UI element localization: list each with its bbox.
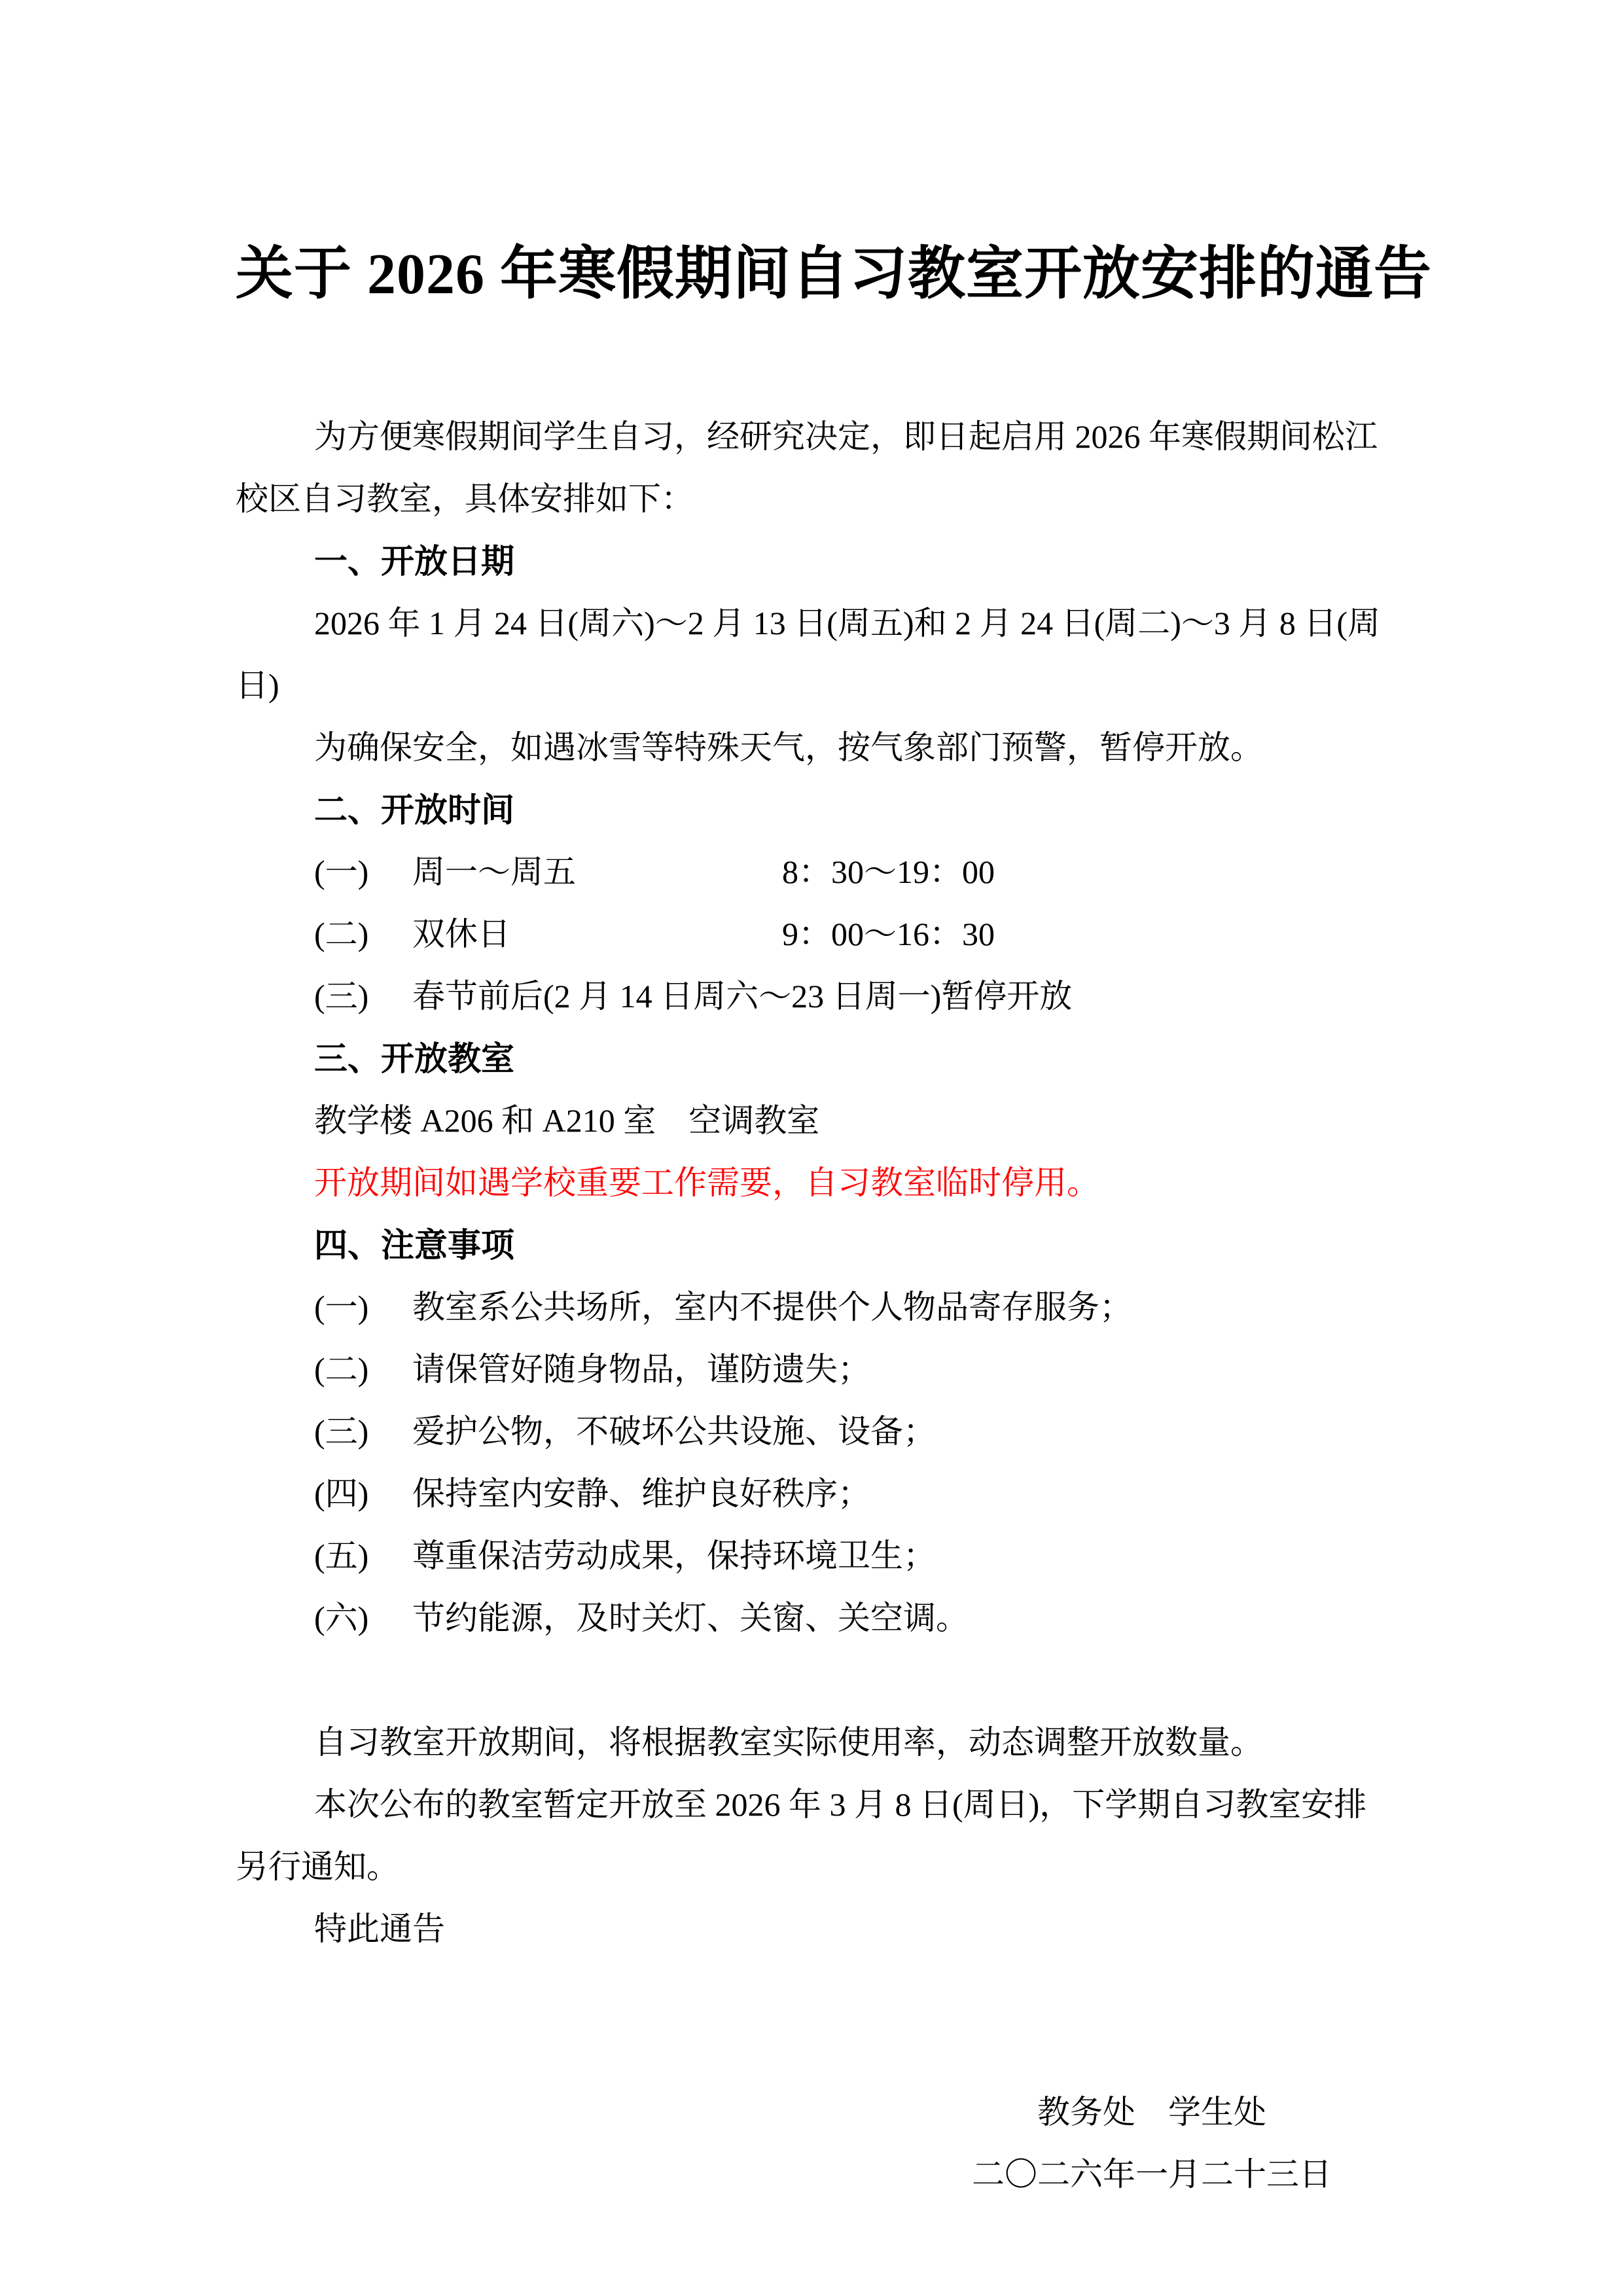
intro-line-1: 为方便寒假期间学生自习，经研究决定，即日起启用 2026 年寒假期间松江 (314, 418, 1378, 455)
issuing-departments: 教务处 学生处 (1037, 2094, 1266, 2130)
open-dates-line-2: 日) (236, 667, 279, 704)
item-text: 爱护公物，不破坏公共设施、设备； (412, 1413, 936, 1450)
row-label: 双休日 (412, 916, 510, 952)
item-number: (五) (314, 1537, 369, 1574)
section-3-heading: 三、开放教室 (314, 1040, 515, 1077)
notice-item-4 (236, 1463, 1387, 1525)
closing-statement: 特此通告 (314, 1910, 445, 1947)
signature-block (923, 2081, 1381, 2206)
temporary-closure-red-note: 开放期间如遇学校重要工作需要，自习教室临时停用。 (314, 1164, 1099, 1201)
open-time-row-weekday (236, 841, 1387, 903)
document-title: 关于 2026 年寒假期间自习教室开放安排的通告 (236, 243, 1433, 306)
notice-item-5 (236, 1525, 1387, 1587)
open-rooms-line: 教学楼 A206 和 A210 室 空调教室 (314, 1102, 820, 1139)
item-number: (四) (314, 1475, 369, 1512)
row-label: 春节前后(2 月 14 日周六～23 日周一)暂停开放 (412, 978, 1073, 1014)
item-number: (六) (314, 1600, 369, 1636)
weather-safety-note: 为确保安全，如遇冰雪等特殊天气，按气象部门预警，暂停开放。 (314, 729, 1263, 766)
item-text: 尊重保洁劳动成果，保持环境卫生； (412, 1537, 936, 1574)
row-number: (一) (314, 853, 369, 890)
intro-line-2: 校区自习教室，具体安排如下： (236, 480, 694, 517)
item-number: (一) (314, 1289, 369, 1325)
open-time-row-weekend (236, 903, 1387, 965)
item-text: 教室系公共场所，室内不提供个人物品寄存服务； (412, 1289, 1132, 1325)
notice-item-1 (236, 1276, 1387, 1338)
row-label: 周一～周五 (412, 853, 576, 890)
item-number: (二) (314, 1351, 369, 1388)
section-2-heading: 二、开放时间 (314, 791, 515, 829)
item-number: (三) (314, 1413, 369, 1450)
row-time: 9：00～16：30 (782, 916, 995, 952)
notice-item-3 (236, 1401, 1387, 1463)
open-time-row-springfestival (236, 965, 1387, 1028)
section-4-heading: 四、注意事项 (314, 1227, 515, 1264)
closing-paragraph-2-line-2: 另行通知。 (236, 1848, 399, 1885)
notice-item-2 (236, 1338, 1387, 1401)
row-time: 8：30～19：00 (782, 853, 995, 890)
closing-paragraphs (236, 1712, 1387, 1960)
notice-item-6 (236, 1587, 1387, 1649)
item-text: 保持室内安静、维护良好秩序； (412, 1475, 870, 1512)
issue-date: 二〇二六年一月二十三日 (972, 2156, 1332, 2193)
row-number: (二) (314, 916, 369, 952)
item-text: 请保管好随身物品，谨防遗失； (412, 1351, 870, 1388)
item-text: 节约能源，及时关灯、关窗、关空调。 (412, 1600, 969, 1636)
section-1-heading: 一、开放日期 (314, 543, 515, 580)
open-dates-line-1: 2026 年 1 月 24 日(周六)～2 月 13 日(周五)和 2 月 24 日(周二)～3 月 8 日(周 (314, 605, 1381, 641)
row-number: (三) (314, 978, 369, 1014)
closing-paragraph-1: 自习教室开放期间，将根据教室实际使用率，动态调整开放数量。 (314, 1724, 1263, 1761)
closing-paragraph-2-line-1: 本次公布的教室暂定开放至 2026 年 3 月 8 日(周日)，下学期自习教室安排 (314, 1786, 1367, 1823)
